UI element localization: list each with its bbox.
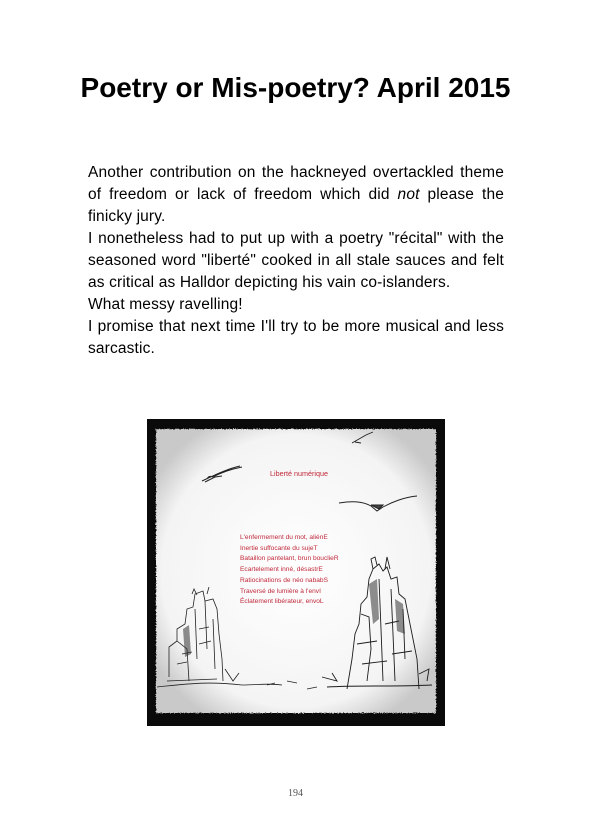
poem-line: L'enfermement du mot, aliénE — [240, 534, 328, 541]
paragraph-1-emphasis: not — [397, 186, 420, 203]
artwork-poem — [240, 533, 339, 608]
paragraph-3: What messy ravelling! — [88, 296, 243, 313]
poem-line: Ecartelement inné, désastrE — [240, 566, 323, 574]
page-title: Poetry or Mis-poetry? April 2015 — [80, 72, 511, 103]
body-text — [88, 162, 504, 360]
paragraph-2: I nonetheless had to put up with a poetry "récital" with the seasoned word "liberté" cooked in all stale sauces and felt as critical as Halldor depicting his vain co-islanders. — [88, 230, 504, 291]
paragraph-1-text-end: please the finicky jury. — [88, 186, 504, 225]
poem-line: Traversé de lumière à l'envI — [240, 587, 321, 595]
poem-line: Inertie suffocante du sujeT — [240, 544, 318, 552]
page-number: 194 — [288, 788, 303, 799]
poem-line: Ratiocinations de néo nababS — [240, 576, 328, 584]
paragraph-1-text: Another contribution on the hackneyed overtackled theme of freedom or lack of freedom which did — [88, 164, 504, 203]
paragraph-1 — [88, 162, 504, 228]
paragraph-4: I promise that next time I'll try to be more musical and less sarcastic. — [88, 318, 504, 357]
artwork-title: Liberté numérique — [270, 469, 328, 478]
poem-line: Bataillon pantelant, brun bouclieR — [240, 555, 339, 563]
poem-line: Éclatement libérateur, envoL — [240, 598, 324, 606]
